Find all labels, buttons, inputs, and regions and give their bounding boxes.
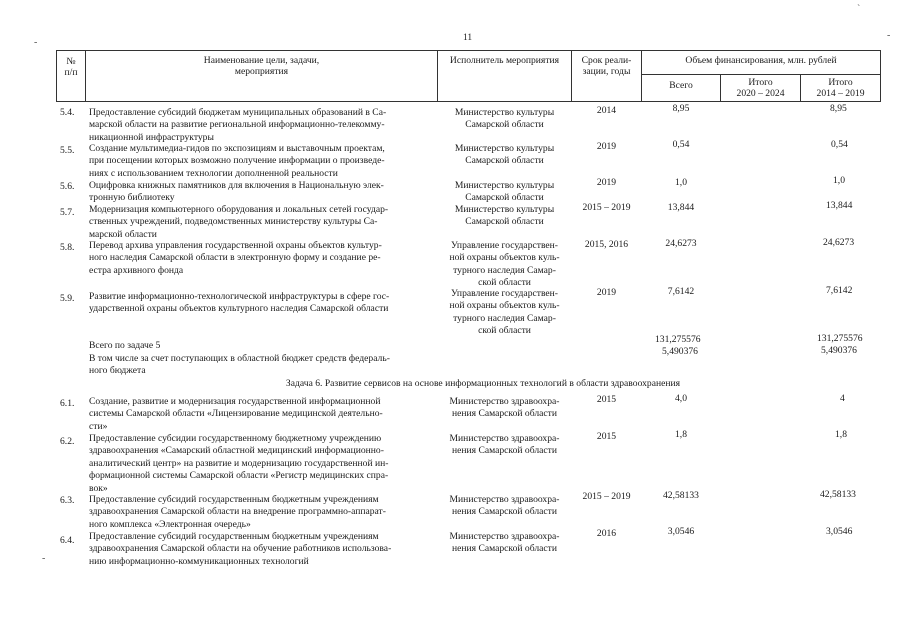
row-executor: Министерство здравоохра- нения Самарской области bbox=[449, 494, 560, 518]
row-term: 2016 bbox=[596, 528, 617, 539]
header-name: Наименование цели, задачи, мероприятия bbox=[203, 55, 320, 77]
row-executor: Управление государствен- ной охраны объектов куль- турного наследия Самар- ской области bbox=[449, 240, 560, 289]
row-sum-2014-2019: 13,844 bbox=[826, 200, 853, 211]
row-term: 2015, 2016 bbox=[584, 239, 629, 250]
row-total: 3,0546 bbox=[667, 526, 695, 537]
row-total: 4,0 bbox=[675, 393, 687, 404]
row-number: 6.3. bbox=[60, 495, 75, 506]
header-term: Срок реали- зации, годы bbox=[581, 55, 632, 77]
row-total: 0,54 bbox=[672, 139, 690, 150]
row-number: 6.4. bbox=[60, 535, 75, 546]
row-number: 5.6. bbox=[60, 181, 75, 192]
row-name: Оцифровка книжных памятников для включения в Национальную элек- тронную библиотеку bbox=[89, 180, 384, 204]
header-sum-2020-2024: Итого 2020 – 2024 bbox=[736, 77, 785, 99]
row-executor: Министерство культуры Самарской области bbox=[454, 143, 555, 167]
header-funding: Объем финансирования, млн. рублей bbox=[685, 55, 837, 66]
row-sum-2014-2019: 42,58133 bbox=[820, 489, 856, 500]
row-total: 13,844 bbox=[667, 202, 695, 213]
row-name: Предоставление субсидий государственным бюджетным учреждениям здравоохранения Самарской области на обучение работников использова- нию информационно-коммуникационных технологий bbox=[89, 531, 392, 567]
row-number: 5.5. bbox=[60, 145, 75, 156]
row-total: 8,95 bbox=[672, 103, 690, 114]
row-name: Предоставление субсидий бюджетам муниципальных образований в Са- марской области на развитие региональной информационно-телекомму- никационной инфраструктуры bbox=[89, 107, 387, 143]
row-number: 5.4. bbox=[60, 107, 75, 118]
header-sum-2014-2019: Итого 2014 – 2019 bbox=[816, 77, 865, 99]
row-name: Создание, развитие и модернизация государственной информационной системы Самарской области «Лицензирование медицинской деятельно- сти» bbox=[89, 396, 383, 432]
row-total: 24,6273 bbox=[665, 238, 697, 249]
row-name: Предоставление субсидий государственным бюджетным учреждениям здравоохранения Самарской области на внедрение программно-аппарат- ного комплекса «Электронная очередь» bbox=[89, 494, 386, 530]
summary-total-sum: 131,275576 bbox=[817, 333, 863, 344]
row-number: 5.8. bbox=[60, 242, 75, 253]
row-executor: Министерство культуры Самарской области bbox=[454, 180, 555, 204]
row-sum-2014-2019: 1,8 bbox=[835, 429, 847, 440]
page-number: 11 bbox=[463, 33, 473, 43]
summary-total-value: 131,275576 bbox=[655, 334, 701, 345]
scan-mark-top-right: ` bbox=[857, 4, 861, 15]
row-name: Создание мультимедиа-гидов по экспозициям и выставочным проектам, при посещении которых возможно получение информации о произведе- ниях с использованием технологии дополненной реальности bbox=[89, 143, 385, 179]
summary-federal-label: В том числе за счет поступающих в областной бюджет средств федераль- ного бюджета bbox=[89, 353, 390, 377]
row-executor: Министерство здравоохра- нения Самарской области bbox=[449, 433, 560, 457]
row-term: 2015 – 2019 bbox=[582, 491, 631, 502]
row-executor: Министерство культуры Самарской области bbox=[454, 204, 555, 228]
row-sum-2014-2019: 24,6273 bbox=[823, 237, 855, 248]
row-term: 2014 bbox=[596, 105, 617, 116]
scan-mark-bottom-left: - bbox=[42, 553, 46, 564]
row-sum-2014-2019: 0,54 bbox=[831, 139, 848, 150]
task6-title: Задача 6. Развитие сервисов на основе информационных технологий в области здравоохранения bbox=[285, 378, 681, 389]
row-name: Предоставление субсидии государственному бюджетному учреждению здравоохранения «Самарский областной медицинский информационно- аналитический центр» на развитие и модернизацию государственной ин- формационной системы Самарской области «Регистр медицинских спра- вок» bbox=[89, 433, 389, 494]
row-total: 7,6142 bbox=[667, 286, 695, 297]
row-sum-2014-2019: 3,0546 bbox=[826, 526, 853, 537]
header-executor: Исполнитель мероприятия bbox=[449, 55, 560, 66]
row-term: 2019 bbox=[596, 287, 617, 298]
row-name: Модернизация компьютерного оборудования и локальных сетей государ- ственных учреждений, подведомственных министерству культуры Са- марской области bbox=[89, 204, 389, 240]
row-number: 5.9. bbox=[60, 293, 75, 304]
row-term: 2015 – 2019 bbox=[582, 202, 631, 213]
row-sum-2014-2019: 4 bbox=[840, 393, 845, 404]
row-sum-2014-2019: 8,95 bbox=[830, 103, 847, 114]
summary-federal-sum: 5,490376 bbox=[821, 345, 857, 356]
row-total: 42,58133 bbox=[663, 490, 699, 501]
row-term: 2019 bbox=[596, 141, 617, 152]
row-number: 6.2. bbox=[60, 436, 75, 447]
row-executor: Управление государствен- ной охраны объектов куль- турного наследия Самар- ской области bbox=[449, 288, 560, 337]
scan-mark-right: - bbox=[887, 30, 891, 41]
row-sum-2014-2019: 7,6142 bbox=[826, 285, 853, 296]
row-term: 2019 bbox=[596, 177, 617, 188]
row-sum-2014-2019: 1,0 bbox=[833, 175, 845, 186]
row-term: 2015 bbox=[596, 394, 617, 405]
row-executor: Министерство культуры Самарской области bbox=[454, 107, 555, 131]
row-name: Развитие информационно-технологической инфраструктуры в сфере гос- ударственной охраны объектов культурного наследия Самарской области bbox=[89, 291, 390, 315]
row-term: 2015 bbox=[596, 431, 617, 442]
row-executor: Министерство здравоохра- нения Самарской области bbox=[449, 531, 560, 555]
row-name: Перевод архива управления государственной охраны объектов культур- ного наследия Самарской области в электронную форму и создание ре- естра архивного фонда bbox=[89, 240, 382, 276]
row-executor: Министерство здравоохра- нения Самарской области bbox=[449, 396, 560, 420]
row-number: 5.7. bbox=[60, 207, 75, 218]
summary-federal-value: 5,490376 bbox=[662, 346, 698, 357]
header-no: № п/п bbox=[64, 56, 78, 78]
summary-total-label: Всего по задаче 5 bbox=[89, 340, 161, 351]
scan-mark-left: - bbox=[34, 37, 38, 48]
header-total: Всего bbox=[669, 80, 693, 91]
row-total: 1,8 bbox=[675, 429, 687, 440]
row-number: 6.1. bbox=[60, 398, 75, 409]
row-total: 1,0 bbox=[675, 177, 687, 188]
